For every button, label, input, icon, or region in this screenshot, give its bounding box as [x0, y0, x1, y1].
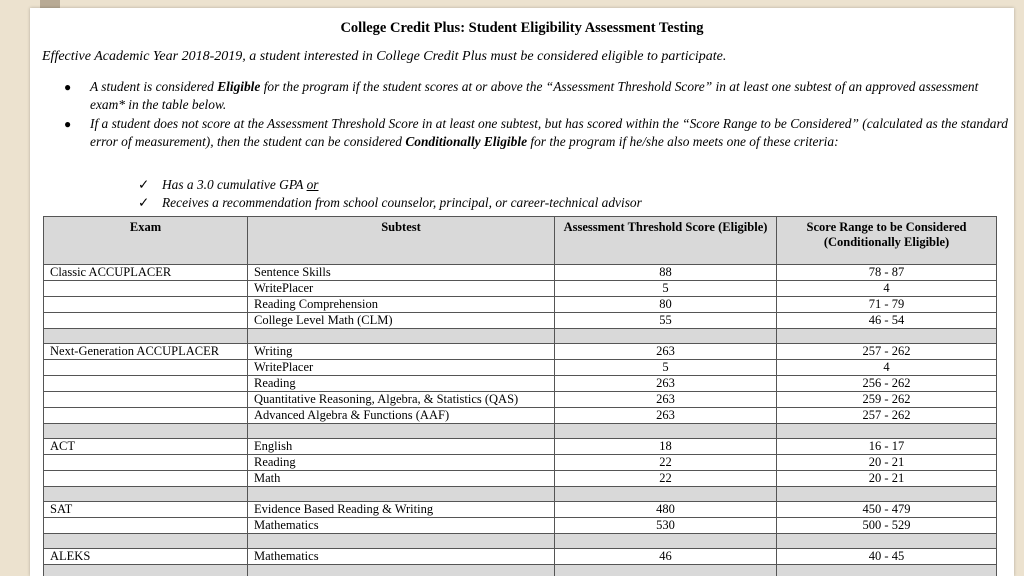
range-cell: 46 - 54	[777, 313, 997, 329]
threshold-cell: 263	[555, 376, 777, 392]
header-range: Score Range to be Considered (Conditionally Eligible)	[777, 217, 997, 265]
threshold-cell: 263	[555, 408, 777, 424]
eligible-bullet: ● A student is considered Eligible for the program if the student scores at or above the “Assessment Threshold Score” in at least one subtest of an approved assessment exam* in the table below.	[64, 79, 979, 112]
spacer-cell	[777, 565, 997, 576]
spacer-cell	[248, 329, 555, 344]
threshold-cell: 480	[555, 502, 777, 518]
table-row	[44, 392, 997, 408]
exam-cell: Next-Generation ACCUPLACER	[44, 344, 248, 360]
table-row	[44, 471, 997, 487]
range-cell: 4	[777, 360, 997, 376]
slide-corner-tab	[40, 0, 60, 8]
exam-cell	[44, 281, 248, 297]
exam-cell	[44, 408, 248, 424]
spacer-cell	[777, 487, 997, 502]
header-threshold: Assessment Threshold Score (Eligible)	[555, 217, 777, 265]
spacer-cell	[555, 534, 777, 549]
threshold-cell: 46	[555, 549, 777, 565]
exam-cell	[44, 376, 248, 392]
exam-cell: ACT	[44, 439, 248, 455]
range-cell: 450 - 479	[777, 502, 997, 518]
threshold-cell: 80	[555, 297, 777, 313]
subtest-cell: Sentence Skills	[248, 265, 555, 281]
table-row	[44, 281, 997, 297]
threshold-cell: 88	[555, 265, 777, 281]
exam-cell	[44, 313, 248, 329]
eligible-term: Eligible	[217, 79, 261, 94]
threshold-cell: 5	[555, 281, 777, 297]
range-cell: 20 - 21	[777, 471, 997, 487]
group-spacer-row	[44, 565, 997, 576]
exam-cell: Classic ACCUPLACER	[44, 265, 248, 281]
threshold-cell: 18	[555, 439, 777, 455]
range-cell: 4	[777, 281, 997, 297]
table-row	[44, 518, 997, 534]
checkmark-icon: ✓	[138, 177, 150, 192]
range-cell: 257 - 262	[777, 344, 997, 360]
range-cell: 71 - 79	[777, 297, 997, 313]
subtest-cell: Evidence Based Reading & Writing	[248, 502, 555, 518]
exam-cell	[44, 518, 248, 534]
table-row	[44, 376, 997, 392]
range-cell: 500 - 529	[777, 518, 997, 534]
exam-cell	[44, 392, 248, 408]
criteria-check-list	[138, 176, 642, 212]
subtest-cell: Mathematics	[248, 518, 555, 534]
spacer-cell	[555, 487, 777, 502]
spacer-cell	[44, 329, 248, 344]
spacer-cell	[777, 534, 997, 549]
subtest-cell: College Level Math (CLM)	[248, 313, 555, 329]
spacer-cell	[777, 329, 997, 344]
exam-cell	[44, 360, 248, 376]
spacer-cell	[555, 329, 777, 344]
threshold-cell: 5	[555, 360, 777, 376]
subtest-cell: English	[248, 439, 555, 455]
subtest-cell: Advanced Algebra & Functions (AAF)	[248, 408, 555, 424]
header-subtest: Subtest	[248, 217, 555, 265]
spacer-cell	[248, 487, 555, 502]
threshold-cell: 263	[555, 344, 777, 360]
subtest-cell: Quantitative Reasoning, Algebra, & Statistics (QAS)	[248, 392, 555, 408]
subtest-cell: Math	[248, 471, 555, 487]
threshold-cell: 22	[555, 471, 777, 487]
checkmark-icon: ✓	[138, 195, 150, 210]
table-row	[44, 502, 997, 518]
table-row	[44, 344, 997, 360]
threshold-cell: 22	[555, 455, 777, 471]
group-spacer-row	[44, 329, 997, 344]
exam-cell	[44, 297, 248, 313]
subtest-cell: Reading	[248, 455, 555, 471]
spacer-cell	[44, 424, 248, 439]
gpa-criterion: ✓ Has a 3.0 cumulative GPA or	[138, 177, 319, 192]
spacer-cell	[44, 534, 248, 549]
spacer-cell	[248, 565, 555, 576]
table-row	[44, 408, 997, 424]
table-row	[44, 455, 997, 471]
range-cell: 78 - 87	[777, 265, 997, 281]
spacer-cell	[44, 487, 248, 502]
spacer-cell	[777, 424, 997, 439]
range-cell: 257 - 262	[777, 408, 997, 424]
bullet-dot-icon: ●	[64, 117, 72, 131]
subtest-cell: WritePlacer	[248, 281, 555, 297]
exam-cell: ALEKS	[44, 549, 248, 565]
subtest-cell: Reading	[248, 376, 555, 392]
document-title: College Credit Plus: Student Eligibility Assessment Testing	[340, 20, 704, 36]
subtest-cell: Mathematics	[248, 549, 555, 565]
table-row	[44, 297, 997, 313]
threshold-cell: 263	[555, 392, 777, 408]
spacer-cell	[248, 424, 555, 439]
bullet-dot-icon: ●	[64, 80, 72, 94]
range-cell: 16 - 17	[777, 439, 997, 455]
exam-cell: SAT	[44, 502, 248, 518]
intro-paragraph: Effective Academic Year 2018-2019, a student interested in College Credit Plus must be considered eligible to participate.	[42, 49, 727, 64]
spacer-cell	[248, 534, 555, 549]
recommendation-criterion: ✓ Receives a recommendation from school counselor, principal, or career-technical advisor	[138, 195, 642, 210]
eligibility-table	[43, 216, 997, 576]
spacer-cell	[44, 565, 248, 576]
table-row	[44, 439, 997, 455]
conditional-bullet: ● If a student does not score at the Assessment Threshold Score in at least one subtest, but has scored within the “Score Range to be Considered” (calculated as the standard error of measurement), then the student can be considered Conditionally Eligible for the program if he/she also meets one of these criteria:	[64, 116, 1008, 149]
table-row	[44, 360, 997, 376]
subtest-cell: WritePlacer	[248, 360, 555, 376]
subtest-cell: Reading Comprehension	[248, 297, 555, 313]
exam-cell	[44, 455, 248, 471]
criteria-bullet-list	[62, 78, 1012, 152]
range-cell: 256 - 262	[777, 376, 997, 392]
conditionally-eligible-term: Conditionally Eligible	[405, 134, 528, 149]
table-row	[44, 549, 997, 565]
group-spacer-row	[44, 424, 997, 439]
threshold-cell: 55	[555, 313, 777, 329]
group-spacer-row	[44, 534, 997, 549]
table-row	[44, 313, 997, 329]
table-header-row	[44, 217, 997, 265]
header-exam: Exam	[44, 217, 248, 265]
exam-cell	[44, 471, 248, 487]
group-spacer-row	[44, 487, 997, 502]
table-row	[44, 265, 997, 281]
spacer-cell	[555, 424, 777, 439]
range-cell: 259 - 262	[777, 392, 997, 408]
table-body	[44, 265, 997, 576]
document-page	[30, 8, 1014, 576]
range-cell: 20 - 21	[777, 455, 997, 471]
threshold-cell: 530	[555, 518, 777, 534]
spacer-cell	[555, 565, 777, 576]
range-cell: 40 - 45	[777, 549, 997, 565]
subtest-cell: Writing	[248, 344, 555, 360]
